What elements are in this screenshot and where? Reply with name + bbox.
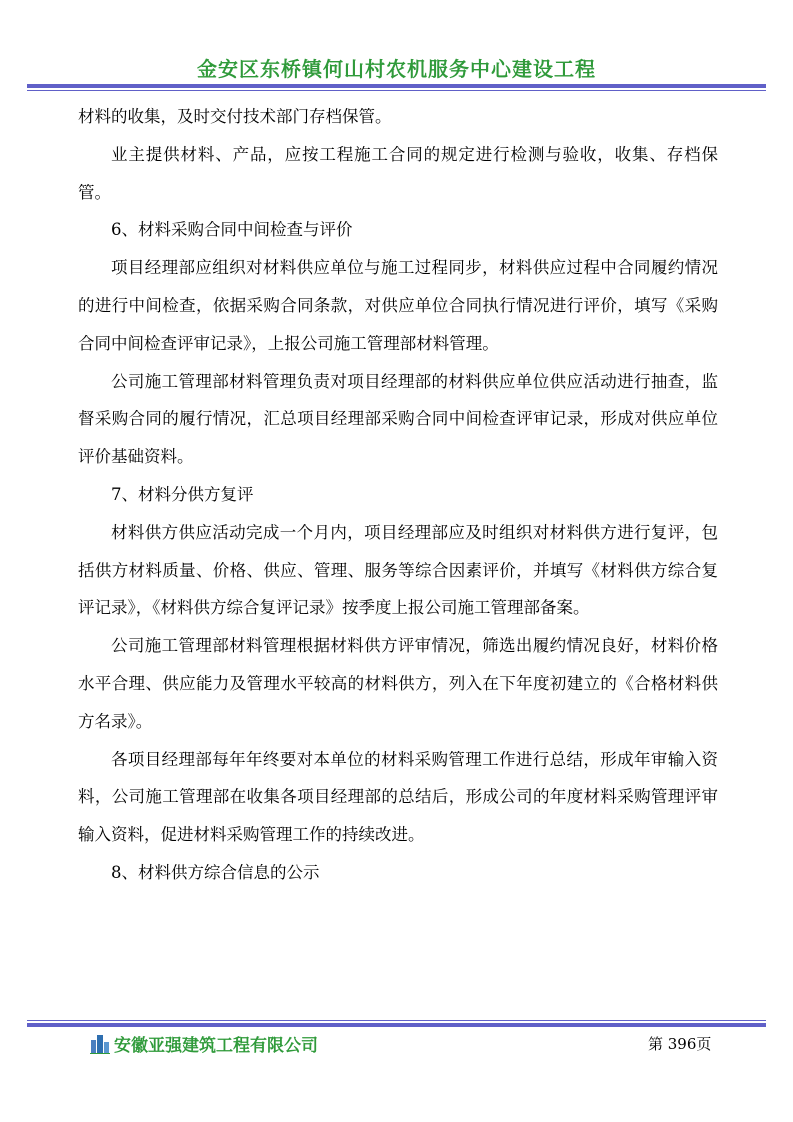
paragraph-continuation: 材料的收集，及时交付技术部门存档保管。 — [78, 107, 392, 126]
section-heading: 7、材料分供方复评 — [111, 484, 254, 504]
footer-rule-thin — [27, 1020, 766, 1021]
section-heading: 8、材料供方综合信息的公示 — [111, 862, 320, 882]
section-heading: 6、材料采购合同中间检查与评价 — [111, 220, 353, 240]
paragraph: 业主提供材料、产品，应按工程施工合同的规定进行检测与验收，收集、存档保管。 — [78, 144, 718, 202]
paragraph: 公司施工管理部材料管理根据材料供方评审情况，筛选出履约情况良好，材料价格水平合理、供应能力及管理水平较高的材料供方，列入在下年度初建立的《合格材料供方名录》。 — [78, 636, 718, 731]
paragraph: 材料供方供应活动完成一个月内，项目经理部应及时组织对材料供方进行复评，包括供方材料质量、价格、供应、管理、服务等综合因素评价，并填写《材料供方综合复评记录》，《材料供方综合复评记录》按季度上报公司施工管理部备案。 — [78, 522, 718, 618]
building-logo-icon — [90, 1032, 110, 1054]
footer-rule-thick — [27, 1023, 766, 1027]
header-rule-thin — [27, 90, 766, 91]
footer-company-name: 安徽亚强建筑工程有限公司 — [114, 1036, 318, 1056]
document-body — [78, 98, 718, 892]
page-header-title: 金安区东桥镇何山村农机服务中心建设工程 — [197, 57, 596, 81]
paragraph: 公司施工管理部材料管理负责对项目经理部的材料供应单位供应活动进行抽查，监督采购合同的履行情况，汇总项目经理部采购合同中间检查评审记录，形成对供应单位评价基础资料。 — [78, 371, 718, 467]
paragraph: 各项目经理部每年年终要对本单位的材料采购管理工作进行总结，形成年审输入资料，公司施工管理部在收集各项目经理部的总结后，形成公司的年度材料采购管理评审输入资料，促进材料采购管理工作的持续改进。 — [78, 749, 718, 845]
paragraph: 项目经理部应组织对材料供应单位与施工过程同步，材料供应过程中合同履约情况的进行中间检查，依据采购合同条款，对供应单位合同执行情况进行评价，填写《采购合同中间检查评审记录》，上报公司施工管理部材料管理。 — [78, 258, 718, 353]
header-rule-thick — [27, 84, 766, 88]
page-number: 第 396页 — [648, 1035, 712, 1053]
